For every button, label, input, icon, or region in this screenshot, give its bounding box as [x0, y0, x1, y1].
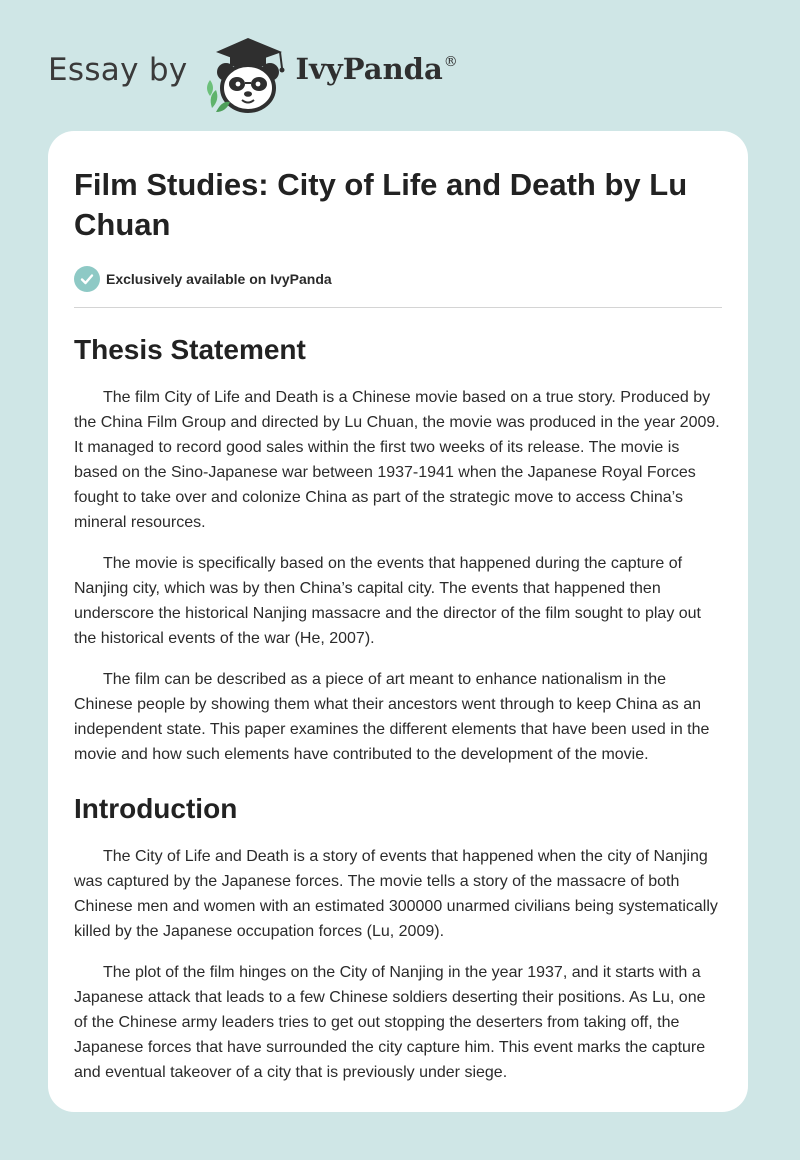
brand-name[interactable]: IvyPanda®: [295, 52, 458, 86]
paragraph: The film can be described as a piece of art meant to enhance nationalism in the Chinese people by showing them what their ancestors went through to keep China as an independent state. This paper examines the different elements that have been used in the movie and how such elements have contributed to the development of the movie.: [74, 671, 710, 763]
paragraph: The plot of the film hinges on the City of Nanjing in the year 1937, and it starts with a Japanese attack that leads to a few Chinese soldiers deserting their positions. As Lu, one of the Chinese army leaders tries to get out stopping the deserters from taking off, the Japanese forces that have surrounded the city capture him. This event marks the capture and eventual takeover of a city that is previously under siege.: [74, 964, 706, 1081]
article-card: [48, 131, 748, 1112]
section-heading-introduction: Introduction: [74, 793, 238, 824]
paragraph: The film City of Life and Death is a Chinese movie based on a true story. Produced by the China Film Group and directed by Lu Chuan, the movie was produced in the year 2009. It managed to record good sales within the first two weeks of its release. The movie is based on the Sino-Japanese war between 1937-1941 when the Japanese Royal Forces fought to take over and colonize China as part of the strategic move to access China’s mineral resources.: [74, 389, 720, 531]
section-heading-thesis: Thesis Statement: [74, 334, 306, 365]
paragraph: The movie is specifically based on the events that happened during the capture of Nanjing city, which was by then China’s capital city. The events that happened then underscore the historical Nanjing massacre and the director of the film sought to play out the historical events of the war (He, 2007).: [74, 555, 701, 647]
panda-graduate-icon[interactable]: [202, 30, 294, 114]
divider: [74, 307, 722, 308]
essay-by-label: Essay by: [48, 52, 188, 88]
section-body-introduction: [74, 844, 722, 1085]
registered-mark: ®: [443, 54, 458, 70]
badge-text: Exclusively available on IvyPanda: [106, 271, 332, 287]
article-title: Film Studies: City of Life and Death by Lu Chuan: [74, 167, 688, 242]
exclusive-badge: [74, 265, 722, 293]
site-header: [48, 30, 458, 114]
check-icon: [74, 266, 100, 292]
section-body-thesis: [74, 385, 722, 767]
paragraph: The City of Life and Death is a story of events that happened when the city of Nanjing was captured by the Japanese forces. The movie tells a story of the massacre of both Chinese men and women with an estimated 300000 unarmed civilians being systematically killed by the Japanese occupation forces (Lu, 2009).: [74, 848, 718, 940]
